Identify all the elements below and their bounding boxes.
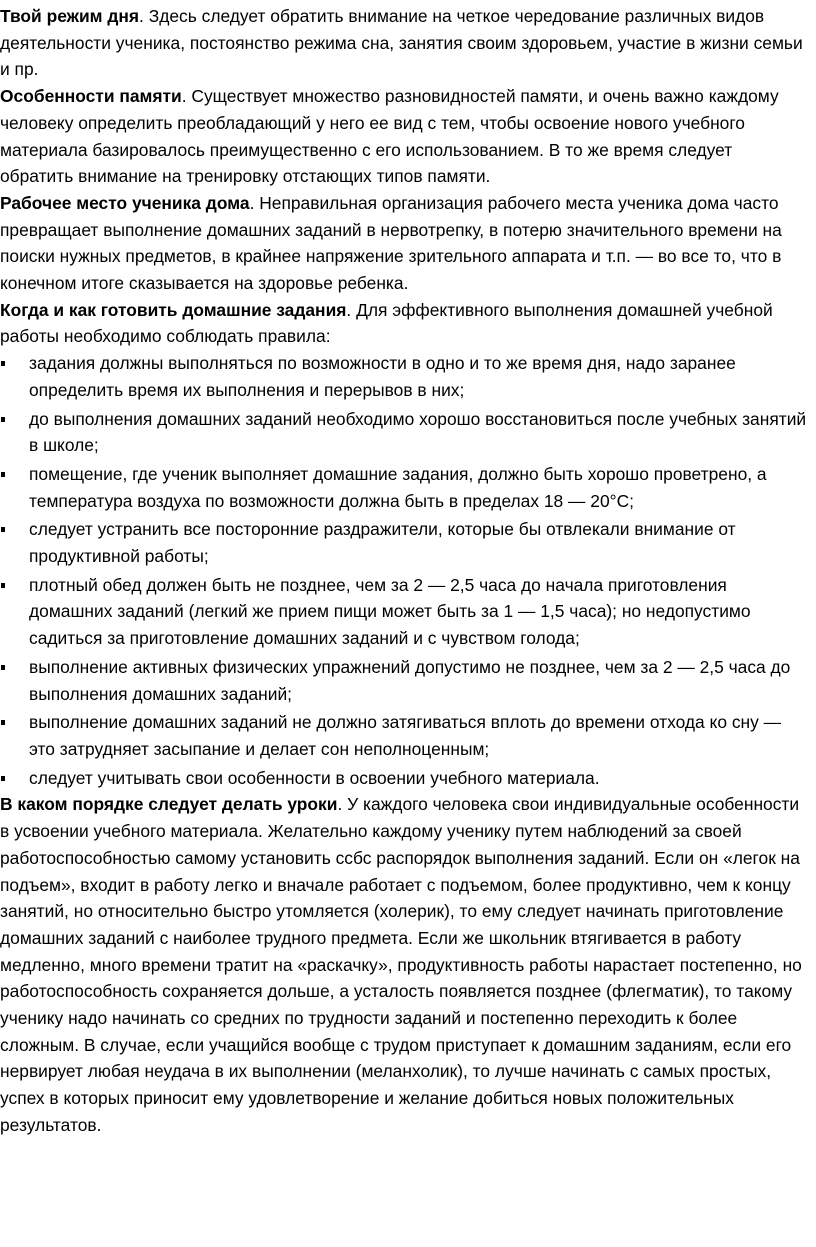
bullet-square-icon [1, 527, 5, 532]
bullet-square-icon [1, 720, 5, 725]
section-text: . Существует множество разновидностей памяти, и очень важно каждому человеку определить преобладающий у него ее вид с тем, чтобы освоение нового учебного материала базировалось преимущественно с его использованием. В то же время следует обратить внимание на тренировку отстающих типов памяти. [0, 86, 779, 187]
list-item [0, 765, 810, 792]
bullet-square-icon [1, 583, 5, 588]
section-heading: Особенности памяти [0, 86, 182, 107]
list-item-text: до выполнения домашних заданий необходимо хорошо восстановиться после учебных занятий в школе; [29, 408, 807, 456]
section-lesson-order [0, 791, 810, 1138]
list-item-text: выполнение активных физических упражнений допустимо не позднее, чем за 2 — 2,5 часа до выполнения домашних заданий; [29, 656, 791, 704]
section-homework-when-how [0, 297, 810, 350]
list-item-text: помещение, где ученик выполняет домашние задания, должно быть хорошо проветрено, а температура воздуха по возможности должна быть в пределах 18 — 20°С; [29, 463, 767, 511]
section-heading: В каком порядке следует делать уроки [0, 794, 338, 815]
section-heading: Когда и как готовить домашние задания [0, 299, 347, 320]
section-text: . Для эффективного выполнения домашней учебной работы необходимо соблюдать правила: [0, 299, 773, 347]
list-item-text: выполнение домашних заданий не должно затягиваться вплоть до времени отхода ко сну — это затрудняет засыпание и делает сон неполноценным; [29, 712, 782, 759]
section-workplace [0, 190, 810, 297]
list-item [0, 350, 810, 403]
section-text: . У каждого человека свои индивидуальные особенности в усвоении учебного материала. Желательно каждому ученику путем наблюдений за своей работоспособностью самому установить ссбс распорядок выполнения заданий. Если он «легок на подъем», входит в работу легко и вначале работает с подъемом, более продуктивно, чем к концу занятий, но относительно быстро утомляется (холерик), то ему следует начинать приготовление домашних заданий с наиболее трудного предмета. Если же школьник втягивается в работу медленно, много времени тратит на «раскачку», продуктивность работы нарастает постепенно, но работоспособность сохраняется дольше, а усталость появляется позднее (флегматик), то такому ученику надо начинать со средних по трудности заданий и постепенно переходить к более сложным. В случае, если учащийся вообще с трудом приступает к домашним заданиям, если его нервирует любая неудача в их выполнении (меланхолик), то лучше начинать с самых простых, успех в которых приносит ему удовлетворение и желание добиться новых положительных результатов. [0, 794, 802, 1135]
bullet-square-icon [1, 472, 5, 477]
bullet-square-icon [1, 417, 5, 422]
bullet-square-icon [1, 665, 5, 670]
list-item-text: задания должны выполняться по возможности в одно и то же время дня, надо заранее определить время их выполнения и перерывов в них; [29, 353, 736, 400]
list-item [0, 709, 810, 762]
bullet-square-icon [1, 361, 5, 366]
section-memory [0, 83, 810, 190]
section-text: . Неправильная организация рабочего места ученика дома часто превращает выполнение домашних заданий в нервотрепку, в потерю значительного времени на поиски нужных предметов, в крайнее напряжение зрительного аппарата и т.п. — во все то, что в конечном итоге сказывается на здоровье ребенка. [0, 192, 782, 294]
list-item [0, 654, 810, 707]
list-item-text: плотный обед должен быть не позднее, чем за 2 — 2,5 часа до начала приготовления домашних заданий (легкий же прием пищи может быть за 1 — 1,5 часа); но недопустимо садиться за приготовление домашних заданий и с чувством голода; [29, 574, 751, 649]
list-item [0, 406, 810, 459]
bullet-square-icon [1, 776, 5, 781]
list-item-text: следует учитывать свои особенности в освоении учебного материала. [29, 767, 600, 788]
list-item [0, 572, 810, 652]
section-heading: Твой режим дня [0, 6, 140, 26]
list-item-text: следует устранить все посторонние раздражители, которые бы отвлекали внимание от продуктивной работы; [29, 519, 736, 567]
list-item [0, 461, 810, 514]
section-text: . Здесь следует обратить внимание на четкое чередование различных видов деятельности ученика, постоянство режима сна, занятия своим здоровьем, участие в жизни семьи и пр. [0, 6, 803, 80]
section-heading: Рабочее место ученика дома [0, 192, 250, 213]
list-item [0, 516, 810, 569]
rules-list [0, 350, 810, 791]
section-daily-routine [0, 3, 810, 83]
